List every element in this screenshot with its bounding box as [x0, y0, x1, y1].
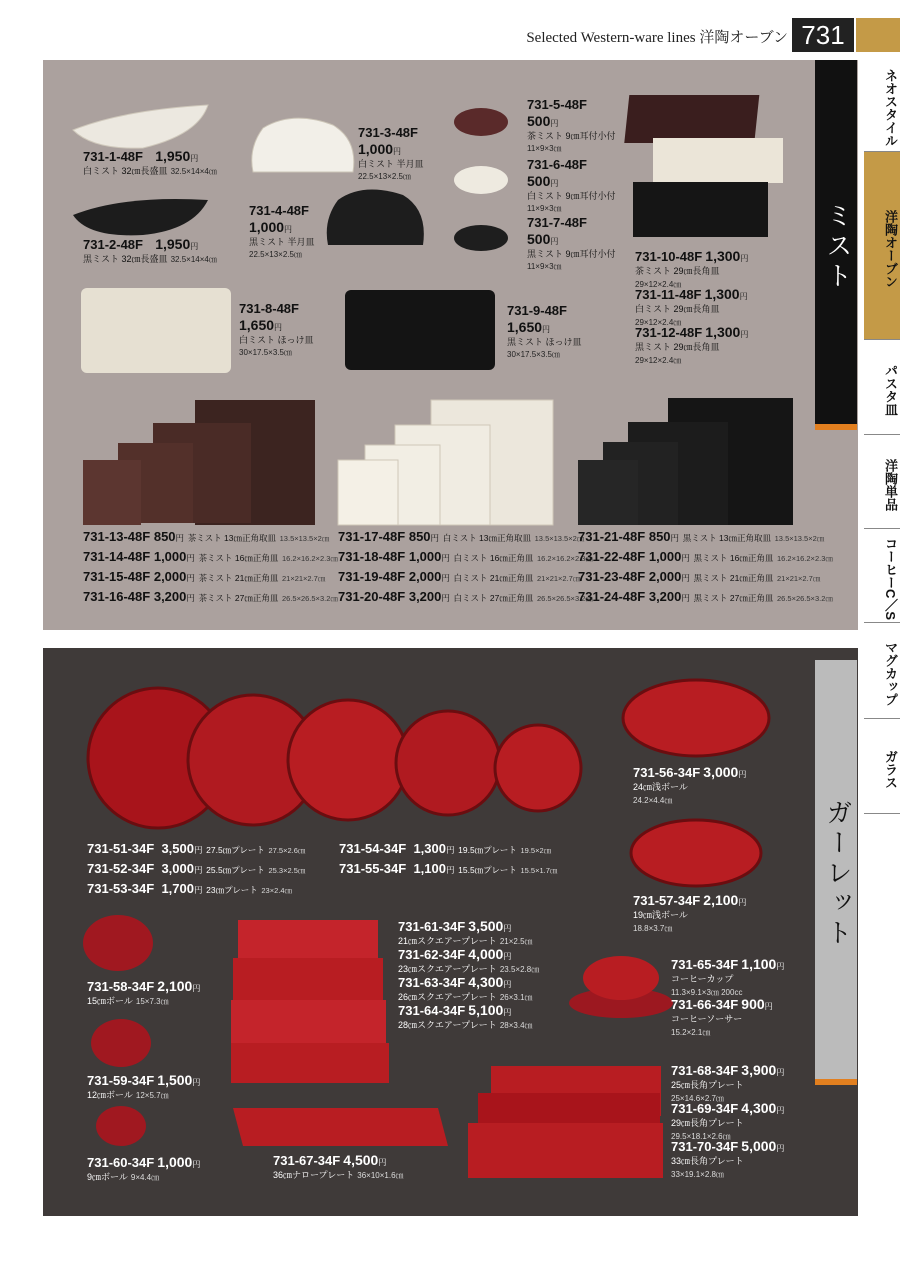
side-tab-mug[interactable]: マグカップ: [864, 623, 900, 719]
black-hokke: [345, 290, 495, 370]
brown-rect: [624, 95, 759, 143]
page-number: 731: [792, 18, 854, 52]
white-hokke: [81, 288, 231, 373]
white-sq-13: [338, 460, 398, 525]
bowl-15: [83, 915, 153, 971]
item-731-70: 731-70-34F 5,000円 33㎝長角プレート 33×19.1×2.8㎝: [671, 1138, 785, 1179]
plate-19: [396, 711, 500, 815]
white-bowl: [454, 166, 508, 194]
white-rect: [653, 138, 783, 183]
shallow-19: [631, 820, 761, 886]
black-halfmoon: [327, 190, 424, 245]
item-731-10: 731-10-48F 1,300円 茶ミスト 29㎝長角皿 29×12×2.4㎝: [635, 248, 749, 289]
brown-sq-13: [83, 460, 141, 525]
item-731-13: 731-13-48F 850円 茶ミスト 13㎝正角取皿 13.5×13.5×2㎝: [83, 529, 330, 544]
side-tab-yoto-oven[interactable]: 洋陶オーブン: [864, 152, 900, 340]
item-731-57: 731-57-34F 2,100円 19㎝浅ボール 18.8×3.7㎝: [633, 892, 747, 933]
item-731-23: 731-23-48F 2,000円 黒ミスト 21㎝正角皿 21×21×2.7㎝: [578, 569, 821, 584]
mist-section: [43, 60, 858, 630]
item-731-4: 731-4-48F 1,000円 黒ミスト 半月皿 22.5×13×2.5㎝: [249, 203, 315, 260]
plates-list-a: [87, 840, 305, 900]
black-square-list: [578, 528, 833, 608]
item-731-17: 731-17-48F 850円 白ミスト 13㎝正角取皿 13.5×13.5×2㎝: [338, 529, 585, 544]
item-731-52: 731-52-34F 3,000円 25.5㎝プレート 25.3×2.5㎝: [87, 861, 306, 876]
item-731-14: 731-14-48F 1,000円 茶ミスト 16㎝正角皿 16.2×16.2×2.3㎝: [83, 549, 338, 564]
garlet-section: [43, 648, 858, 1216]
item-731-63: 731-63-34F 4,300円 26㎝スクエアープレート 26×3.1㎝: [398, 974, 533, 1002]
item-731-12: 731-12-48F 1,300円 黒ミスト 29㎝長角皿 29×12×2.4㎝: [635, 324, 749, 365]
item-731-9: 731-9-48F 1,650円 黒ミスト ほっけ皿 30×17.5×3.5㎝: [507, 303, 582, 360]
white-long-plate: [73, 105, 208, 148]
black-long-plate: [73, 199, 208, 235]
item-731-18: 731-18-48F 1,000円 白ミスト 16㎝正角皿 16.2×16.2×2.3㎝: [338, 549, 593, 564]
item-731-53: 731-53-34F 1,700円 23㎝プレート 23×2.4㎝: [87, 881, 293, 896]
item-731-8: 731-8-48F 1,650円 白ミスト ほっけ皿 30×17.5×3.5㎝: [239, 301, 314, 358]
item-731-68: 731-68-34F 3,900円 25㎝長角プレート 25×14.6×2.7㎝: [671, 1062, 785, 1103]
narrow-plate: [233, 1108, 448, 1146]
item-731-66: 731-66-34F 900円 コーヒーソーサー 15.2×2.1㎝: [671, 996, 773, 1037]
side-tab-coffee-cs[interactable]: コーヒーC／S: [864, 529, 900, 623]
black-bowl: [454, 225, 508, 251]
item-731-59: 731-59-34F 1,500円 12㎝ボール 12×5.7㎝: [87, 1072, 201, 1100]
item-731-15: 731-15-48F 2,000円 茶ミスト 21㎝正角皿 21×21×2.7㎝: [83, 569, 326, 584]
plate-23: [288, 700, 408, 820]
item-731-3: 731-3-48F 1,000円 白ミスト 半月皿 22.5×13×2.5㎝: [358, 125, 424, 182]
item-731-7: 731-7-48F 500円 黒ミスト 9㎝耳付小付 11×9×3㎝: [527, 215, 616, 272]
item-731-20: 731-20-48F 3,200円 白ミスト 27㎝正角皿 26.5×26.5×3.2㎝: [338, 589, 593, 604]
item-731-11: 731-11-48F 1,300円 白ミスト 29㎝長角皿 29×12×2.4㎝: [635, 286, 748, 327]
rect-33: [468, 1123, 663, 1178]
item-731-62: 731-62-34F 4,000円 23㎝スクエアープレート 23.5×2.8㎝: [398, 946, 540, 974]
brown-square-list: [83, 528, 338, 608]
item-731-22: 731-22-48F 1,000円 黒ミスト 16㎝正角皿 16.2×16.2×2.3㎝: [578, 549, 833, 564]
header-text: Selected Western-ware lines 洋陶オーブン: [526, 30, 788, 46]
bowl-9: [96, 1106, 146, 1146]
bowl-12: [91, 1019, 151, 1067]
item-731-54: 731-54-34F 1,300円 19.5㎝プレート 19.5×2㎝: [339, 841, 552, 856]
header-gold-tab: [856, 18, 900, 52]
square-28: [231, 1043, 389, 1083]
item-731-69: 731-69-34F 4,300円 29㎝長角プレート 29.5×18.1×2.6㎝: [671, 1100, 785, 1141]
item-731-2: 731-2-48F 1,950円 黒ミスト 32㎝長盛皿 32.5×14×4㎝: [83, 236, 217, 264]
item-731-21: 731-21-48F 850円 黒ミスト 13㎝正角取皿 13.5×13.5×2㎝: [578, 529, 825, 544]
item-731-58: 731-58-34F 2,100円 15㎝ボール 15×7.3㎝: [87, 978, 201, 1006]
white-halfmoon: [252, 118, 354, 172]
item-731-19: 731-19-48F 2,000円 白ミスト 21㎝正角皿 21×21×2.7㎝: [338, 569, 581, 584]
page-header: [0, 16, 900, 56]
item-731-64: 731-64-34F 5,100円 28㎝スクエアープレート 28×3.4㎝: [398, 1002, 533, 1030]
item-731-60: 731-60-34F 1,000円 9㎝ボール 9×4.4㎝: [87, 1154, 201, 1182]
item-731-55: 731-55-34F 1,100円 15.5㎝プレート 15.5×1.7㎝: [339, 861, 558, 876]
brown-bowl: [454, 108, 508, 136]
side-tabs: [864, 58, 900, 814]
garlet-title: ガーレット: [815, 660, 857, 1085]
item-731-65: 731-65-34F 1,100円 コーヒーカップ 11.3×9.1×3㎝ 200cc: [671, 956, 785, 997]
item-731-51: 731-51-34F 3,500円 27.5㎝プレート 27.5×2.6㎝: [87, 841, 306, 856]
item-731-16: 731-16-48F 3,200円 茶ミスト 27㎝正角皿 26.5×26.5×3.2㎝: [83, 589, 338, 604]
item-731-24: 731-24-48F 3,200円 黒ミスト 27㎝正角皿 26.5×26.5×3.2㎝: [578, 589, 833, 604]
black-rect: [633, 182, 768, 237]
item-731-6: 731-6-48F 500円 白ミスト 9㎝耳付小付 11×9×3㎝: [527, 157, 616, 214]
side-tab-neostyle[interactable]: ネオスタイル: [864, 58, 900, 152]
item-731-67: 731-67-34F 4,500円 36㎝ナロープレート 36×10×1.6㎝: [273, 1152, 404, 1180]
shallow-24: [623, 680, 769, 756]
white-square-list: [338, 528, 593, 608]
item-731-5: 731-5-48F 500円 茶ミスト 9㎝耳付小付 11×9×3㎝: [527, 97, 616, 154]
mist-title: ミスト: [815, 60, 857, 430]
side-tab-pasta[interactable]: パスタ皿: [864, 340, 900, 435]
plates-list-b: [339, 840, 557, 880]
item-731-1: 731-1-48F 1,950円 白ミスト 32㎝長盛皿 32.5×14×4㎝: [83, 148, 217, 176]
plate-15: [495, 725, 581, 811]
side-tab-yoto-single[interactable]: 洋陶単品: [864, 435, 900, 529]
item-731-61: 731-61-34F 3,500円 21㎝スクエアープレート 21×2.5㎝: [398, 918, 533, 946]
side-tab-glass[interactable]: ガラス: [864, 719, 900, 814]
black-sq-13: [578, 460, 638, 525]
coffee-cup: [583, 956, 659, 1000]
item-731-56: 731-56-34F 3,000円 24㎝浅ボール 24.2×4.4㎝: [633, 764, 747, 805]
